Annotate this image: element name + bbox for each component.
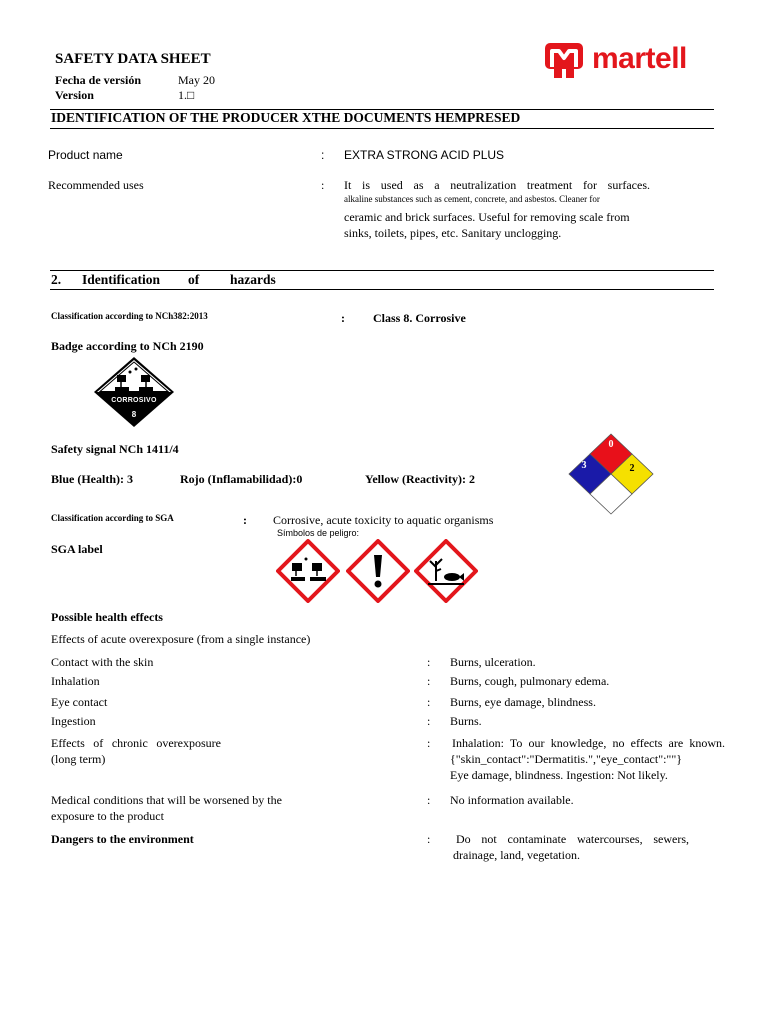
colon: :	[427, 793, 431, 807]
medical-conditions-label: Medical conditions that will be worsened by the	[51, 793, 282, 807]
hazard-symbols-caption: Símbolos de peligro:	[277, 528, 360, 538]
health-effects-heading: Possible health effects	[51, 610, 163, 624]
recommended-uses-label: Recommended uses	[48, 178, 144, 192]
version-label: Version	[55, 88, 94, 102]
colon: :	[427, 695, 431, 709]
section2-heading-word: Identification	[82, 272, 161, 287]
section2-heading-word: of	[188, 272, 200, 287]
health-row-value: Burns, cough, pulmonary edema.	[450, 674, 610, 688]
health-row-label: Eye contact	[51, 695, 108, 709]
health-row-value: Burns, eye damage, blindness.	[450, 695, 596, 709]
blue-health-rating: Blue (Health): 3	[51, 472, 133, 486]
nfpa-diamond-icon	[568, 433, 654, 515]
health-row-label: Ingestion	[51, 714, 96, 728]
classification-sga-label: Classification according to SGA	[51, 513, 174, 523]
ghs-exclamation-icon	[346, 539, 410, 603]
badge-number: 8	[131, 410, 137, 419]
divider	[50, 289, 714, 290]
chronic-effects-value: {"skin_contact":"Dermatitis.","eye_contact":""}	[450, 752, 682, 766]
chronic-effects-value: Inhalation: To our knowledge, no effects are known.	[452, 736, 725, 750]
nfpa-health-value: 3	[581, 460, 587, 471]
product-name-value: EXTRA STRONG ACID PLUS	[344, 148, 505, 162]
colon: :	[427, 674, 431, 688]
colon: :	[427, 832, 431, 846]
environment-dangers-value: drainage, land, vegetation.	[453, 848, 580, 862]
section2-number: 2.	[51, 272, 62, 287]
acute-overexposure-intro: Effects of acute overexposure (from a single instance)	[51, 632, 311, 646]
martell-logo	[544, 40, 719, 80]
section2-heading	[51, 272, 276, 290]
red-flammability-rating: Rojo (Inflamabilidad):0	[180, 472, 303, 486]
version-value: 1.□	[178, 88, 195, 102]
nfpa-flammability-value: 0	[608, 439, 614, 450]
nfpa-reactivity-value: 2	[629, 463, 635, 474]
colon: :	[321, 148, 325, 162]
colon: :	[243, 513, 247, 527]
colon: :	[427, 655, 431, 669]
health-row-value: Burns.	[450, 714, 482, 728]
ghs-corrosive-icon	[276, 539, 340, 603]
medical-conditions-label-continued: exposure to the product	[51, 809, 164, 823]
safety-signal-label: Safety signal NCh 1411/4	[51, 442, 179, 456]
product-name-label: Product name	[48, 148, 123, 162]
divider	[50, 128, 714, 129]
recommended-uses-line: sinks, toilets, pipes, etc. Sanitary unclogging.	[344, 226, 562, 240]
classification-sga-value: Corrosive, acute toxicity to aquatic organisms	[273, 513, 494, 527]
recommended-uses-line: alkaline substances such as cement, concrete, and asbestos. Cleaner for	[344, 194, 600, 204]
colon: :	[321, 178, 325, 192]
badge-text: CORROSIVO	[111, 397, 157, 404]
divider	[50, 270, 714, 271]
martell-logo-icon	[544, 40, 584, 80]
classification-nch-value: Class 8. Corrosive	[373, 311, 466, 325]
recommended-uses-line: It is used as a neutralization treatment for surfaces.	[344, 178, 650, 192]
document-title: SAFETY DATA SHEET	[55, 51, 211, 67]
yellow-reactivity-rating: Yellow (Reactivity): 2	[365, 472, 475, 486]
sga-label: SGA label	[51, 542, 103, 556]
chronic-effects-label: Effects of chronic overexposure	[51, 736, 221, 750]
health-row-label: Contact with the skin	[51, 655, 154, 669]
corrosive-badge-icon	[93, 356, 175, 428]
classification-nch-label: Classification according to NCh382:2013	[51, 311, 208, 321]
environment-dangers-value: Do not contaminate watercourses, sewers,	[456, 832, 689, 846]
version-date-value: May 20	[178, 73, 215, 87]
environment-dangers-label: Dangers to the environment	[51, 832, 194, 846]
version-date-label: Fecha de versión	[55, 73, 141, 87]
badge-label: Badge according to NCh 2190	[51, 339, 204, 353]
ghs-environment-icon	[414, 539, 478, 603]
recommended-uses-line: ceramic and brick surfaces. Useful for removing scale from	[344, 210, 630, 224]
section2-heading-word: hazards	[230, 272, 276, 287]
section1-heading: IDENTIFICATION OF THE PRODUCER XTHE DOCUMENTS HEMPRESED	[51, 110, 521, 125]
medical-conditions-value: No information available.	[450, 793, 574, 807]
brand-name: martell	[592, 42, 687, 75]
colon: :	[427, 714, 431, 728]
chronic-effects-value: Eye damage, blindness. Ingestion: Not likely.	[450, 768, 668, 782]
colon: :	[427, 736, 431, 750]
health-row-value: Burns, ulceration.	[450, 655, 536, 669]
colon: :	[341, 311, 345, 325]
health-row-label: Inhalation	[51, 674, 100, 688]
chronic-effects-label-continued: (long term)	[51, 752, 106, 766]
